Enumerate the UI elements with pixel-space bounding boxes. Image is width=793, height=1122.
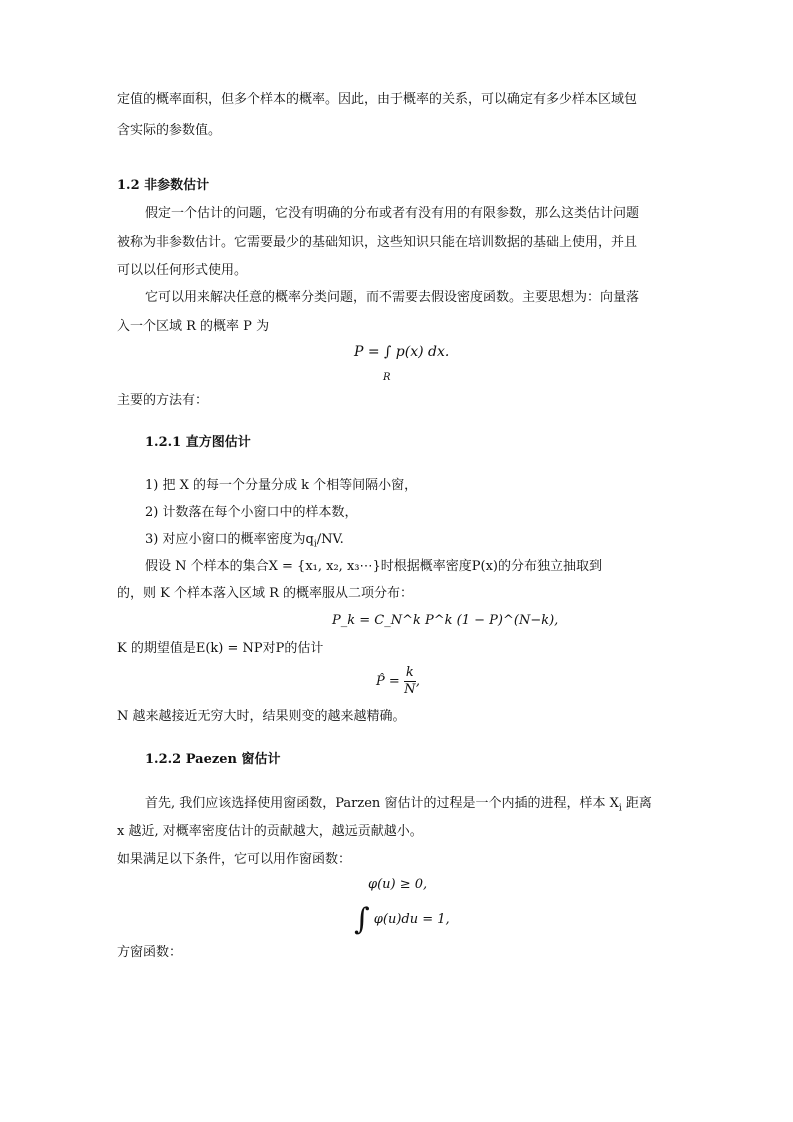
box-window-label: 方窗函数：	[117, 945, 183, 960]
parzen-para-line-1-sub: i	[618, 803, 622, 814]
estimate-numerator: k	[405, 665, 414, 680]
estimate-tail: ,	[415, 674, 420, 689]
para1-line-2: 被称为非参数估计。它需要最少的基础知识，这些知识只能在培训数据的基础上使用，并且	[117, 235, 638, 250]
histogram-para-line-2: 的，则 K 个样本落入区域 R 的概率服从二项分布：	[117, 586, 414, 601]
para2-line-1: 它可以用来解决任意的概率分类问题，而不需要去假设密度函数。主要思想为：向量落	[145, 290, 640, 305]
formula-probability-integral	[354, 344, 449, 360]
para1-line-3: 可以以任何形式使用。	[117, 263, 248, 278]
estimate-denominator: N	[404, 682, 416, 697]
condition-unit-integral-text: φ(u)du = 1,	[369, 912, 450, 927]
section-heading-1-2-1: 1.2.1 直方图估计	[145, 435, 251, 450]
list-item-1: 1) 把 X 的每一个分量分成 k 个相等间隔小窗，	[145, 478, 418, 493]
list-item-3-sub: i	[313, 539, 317, 550]
estimate-lhs: P̂ =	[376, 674, 400, 689]
methods-intro: 主要的方法有：	[117, 393, 209, 408]
condition-unit-integral	[354, 902, 450, 937]
histogram-para-line-1: 假设 N 个样本的集合X = {x₁, x₂, x₃⋯}时根据概率密度P(x)的分布独立抽取到	[145, 559, 602, 574]
histogram-conclusion: N 越来越接近无穷大时，结果则变的越来越精确。	[117, 709, 406, 724]
section-heading-1-2-2: 1.2.2 Paezen 窗估计	[145, 752, 281, 767]
condition-nonnegative: φ(u) ≥ 0,	[368, 877, 428, 892]
integral-sign: ∫	[354, 902, 370, 937]
parzen-para-line-1-text: 首先, 我们应该选择使用窗函数，Parzen 窗估计的过程是一个内插的进程，样本 X	[145, 796, 619, 811]
list-item-2: 2) 计数落在每个小窗口中的样本数，	[145, 505, 358, 520]
intro-line-2: 含实际的参数值。	[117, 123, 222, 138]
intro-line-1: 定值的概率面积，但多个样本的概率。因此，由于概率的关系，可以确定有多少样本区域包	[117, 92, 638, 107]
parzen-para-line-2: x 越近, 对概率密度估计的贡献越大，越远贡献越小。	[117, 824, 423, 839]
para2-line-2: 入一个区域 R 的概率 P 为	[117, 319, 270, 334]
formula-integral-subscript: R	[383, 372, 391, 383]
expectation-line: K 的期望值是E(k) = NP对P的估计	[117, 641, 324, 656]
window-condition-line: 如果满足以下条件，它可以用作窗函数：	[117, 852, 352, 867]
formula-p-text: P = ∫ p(x) dx.	[354, 344, 450, 360]
formula-estimate	[376, 665, 420, 698]
formula-binomial: P_k = C_N^k P^k (1 − P)^(N−k),	[332, 613, 559, 628]
parzen-para-line-1-tail: 距离	[621, 796, 652, 811]
para1-line-1: 假定一个估计的问题，它没有明确的分布或者有没有用的有限参数，那么这类估计问题	[145, 206, 640, 221]
parzen-para-line-1	[145, 795, 652, 818]
estimate-fraction	[404, 665, 416, 698]
section-heading-1-2: 1.2 非参数估计	[117, 178, 210, 193]
list-item-3-tail: /NV.	[316, 532, 344, 547]
list-item-3-text: 3) 对应小窗口的概率密度为q	[145, 532, 314, 547]
list-item-3	[145, 531, 344, 554]
